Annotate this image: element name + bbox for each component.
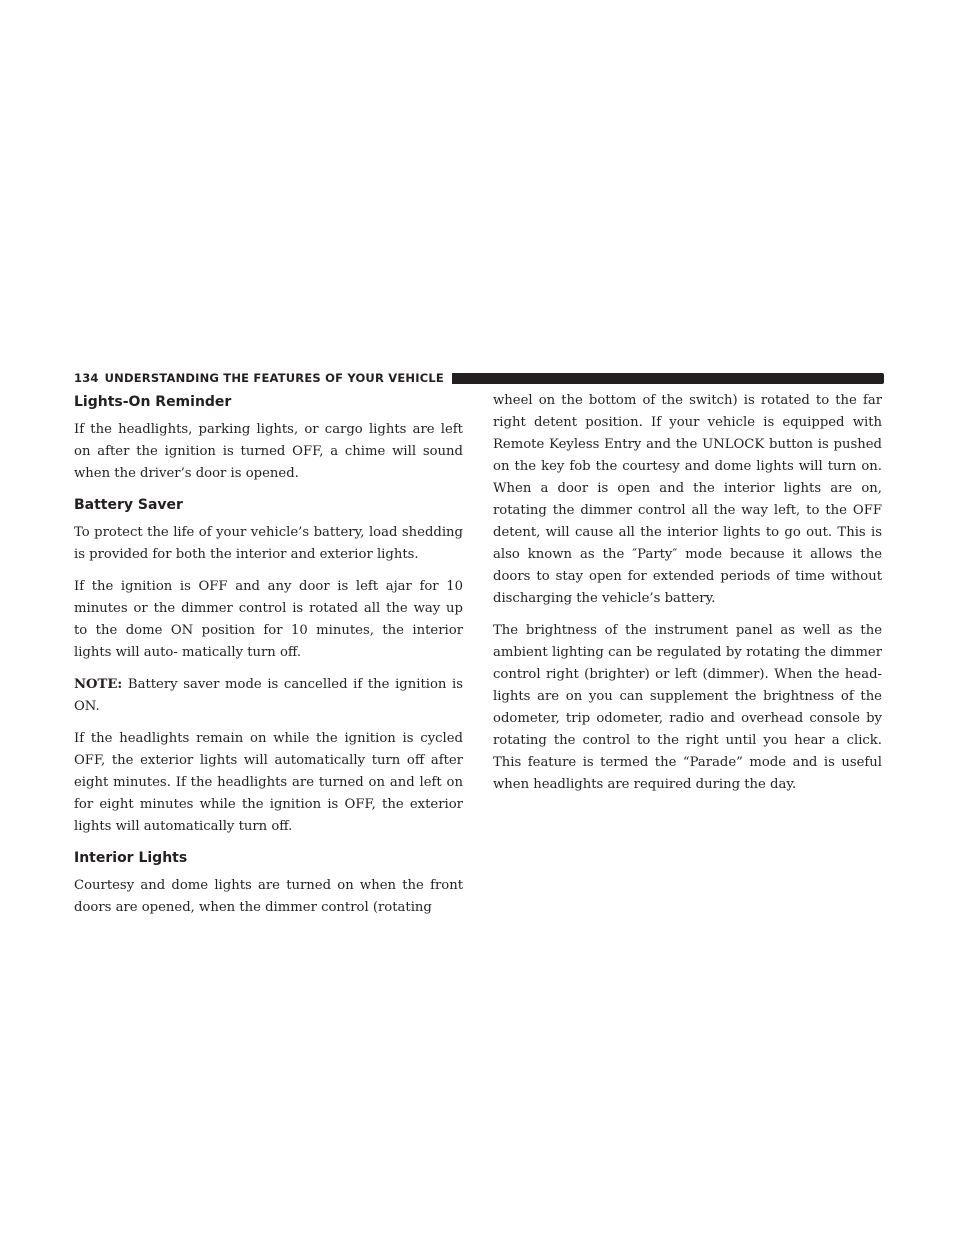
right-column: [493, 390, 882, 806]
left-column: [74, 392, 463, 929]
note-text: Battery saver mode is cancelled if the ignition is ON.: [74, 677, 463, 714]
note-label: NOTE:: [74, 677, 123, 692]
running-head: UNDERSTANDING THE FEATURES OF YOUR VEHICLE: [104, 371, 444, 385]
section-heading-interior-lights: Interior Lights: [74, 850, 188, 866]
interior-lights-paragraph: Courtesy and dome lights are turned on when the front doors are opened, when the dimmer control (rotating: [74, 878, 463, 915]
interior-lights-continued-paragraph: wheel on the bottom of the switch) is rotated to the far right detent position. If your vehicle is equipped with Remote Keyless Entry and the UNLOCK button is pushed on the key fob the courtesy and dome lights will turn on. When a door is open and the interior lights are on, rotating the dimmer control all the way left, to the OFF detent, will cause all the interior lights to go out. This is also known as the ″Party″ mode because it allows the doors to stay open for extended periods of time without discharging the vehicle’s battery.: [493, 393, 882, 606]
section-heading-lights-on-reminder: Lights-On Reminder: [74, 394, 232, 410]
header-rule: [452, 373, 884, 384]
battery-saver-paragraph-1: To protect the life of your vehicle’s battery, load shedding is provided for both the interior and exterior lights.: [74, 525, 463, 562]
battery-saver-note: [74, 674, 463, 718]
parade-mode-paragraph: The brightness of the instrument panel as well as the ambient lighting can be regulated by rotating the dimmer control right (brighter) or left (dimmer). When the head- lights are on you can supplement the brightness of the odometer, trip odometer, radio and overhead console by rotating the control to the right until you hear a click. This feature is termed the “Parade” mode and is useful when headlights are required during the day.: [493, 623, 882, 792]
lights-on-paragraph: If the headlights, parking lights, or cargo lights are left on after the ignition is turned OFF, a chime will sound when the driver’s door is opened.: [74, 422, 463, 481]
page-number: 134: [74, 371, 99, 385]
section-heading-battery-saver: Battery Saver: [74, 497, 183, 513]
battery-saver-paragraph-2: If the ignition is OFF and any door is left ajar for 10 minutes or the dimmer control is rotated all the way up to the dome ON position for 10 minutes, the interior lights will auto- matically turn off.: [74, 579, 463, 660]
page-header: [74, 368, 884, 388]
battery-saver-paragraph-3: If the headlights remain on while the ignition is cycled OFF, the exterior lights will automatically turn off after eight minutes. If the headlights are turned on and left on for eight minutes while the ignition is OFF, the exterior lights will automatically turn off.: [74, 731, 463, 834]
